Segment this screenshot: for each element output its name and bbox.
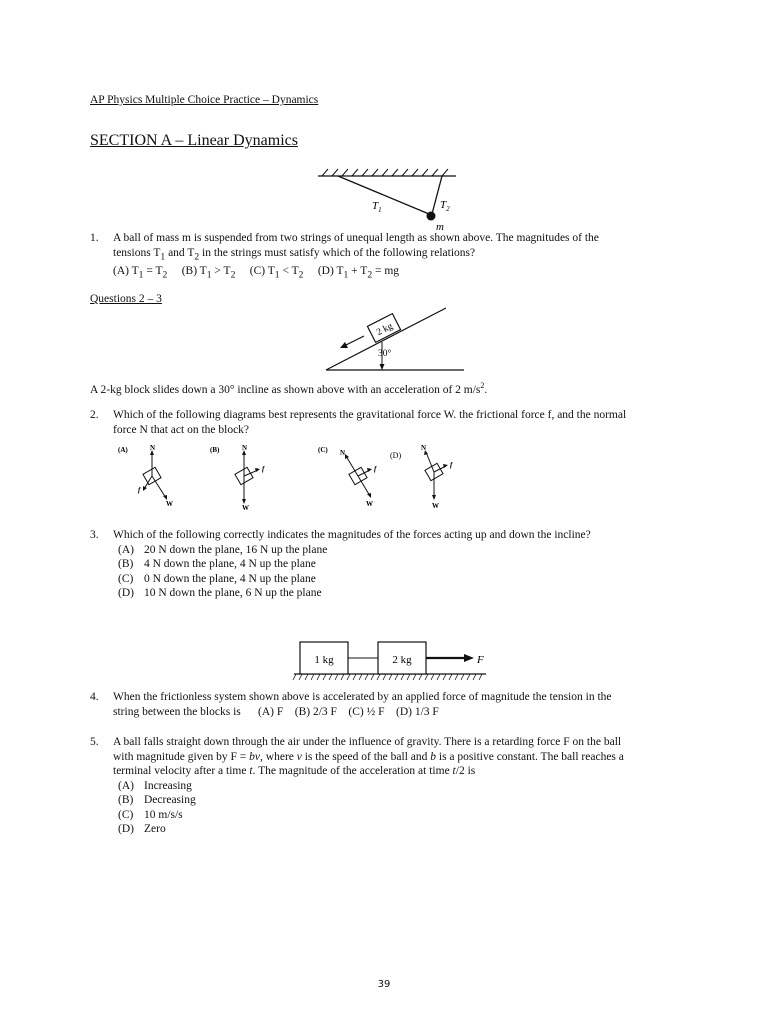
- svg-text:f: f: [138, 486, 141, 494]
- option-b: (B) Decreasing: [118, 794, 196, 806]
- string-t1: [338, 176, 429, 214]
- diagram-a: [118, 444, 173, 508]
- svg-text:f: f: [450, 461, 453, 469]
- question-5-text-line2: with magnitude given by F = bv, where v is the speed of the ball and b is a positive constant. The ball reaches a: [113, 750, 624, 763]
- option-c: (C) 10 m/s/s: [118, 808, 183, 821]
- choice-d: (D) $T_1 + T_2$ = mg: [317, 265, 400, 281]
- diagram-c: [318, 446, 377, 508]
- question-number: 5.: [90, 736, 99, 748]
- question-4-text: When the frictionless system shown above is accelerated by an applied force of magnitude the tension in the: [113, 691, 612, 703]
- figure-incline: [318, 306, 468, 372]
- svg-text:1 kg: 1 kg: [314, 654, 334, 666]
- svg-text:W: W: [366, 500, 373, 508]
- svg-text:f: f: [262, 465, 265, 473]
- figure-two-blocks: [290, 636, 490, 686]
- svg-text:2 kg: 2 kg: [375, 321, 395, 339]
- question-3-text: Which of the following correctly indicates the magnitudes of the forces acting up and down the incline?: [113, 529, 591, 541]
- choice-c: (C) $T_1 < T_2$: [249, 265, 304, 281]
- svg-text:m: m: [436, 221, 444, 232]
- svg-text:(B): (B): [210, 446, 220, 454]
- svg-text:W: W: [432, 502, 439, 510]
- figure-hanging-ball: [312, 168, 462, 232]
- incline-description: A 2-kg block slides down a 30° incline as shown above with an acceleration of 2 $m/s^2$.: [90, 381, 488, 396]
- question-1-choices: [113, 264, 690, 283]
- ball: [427, 212, 436, 221]
- section-title: SECTION A – Linear Dynamics: [90, 132, 298, 149]
- option-d: (D) Zero: [118, 823, 166, 835]
- block-2kg: [367, 314, 400, 343]
- question-3: [90, 528, 690, 601]
- svg-text:(C): (C): [318, 446, 328, 454]
- question-1-text-line2: tensions $T_1$ and $T_2$ in the strings must satisfy which of the following relations?: [113, 246, 476, 262]
- svg-text:f: f: [374, 465, 377, 473]
- svg-text:2 kg: 2 kg: [392, 654, 412, 666]
- question-5-text-line3: terminal velocity after a time t. The magnitude of the acceleration at time t/2 is: [113, 765, 476, 777]
- question-group-label: Questions 2 – 3: [90, 293, 162, 305]
- question-2-text-line2: force N that act on the block?: [113, 423, 250, 436]
- svg-text:T2: $T_2$: [440, 199, 450, 213]
- svg-text:(A): (A): [118, 446, 128, 454]
- option-a: (A) 20 N down the plane, 16 N up the plane: [118, 543, 328, 556]
- page-number: 39: [377, 979, 391, 990]
- diagram-b: [210, 444, 265, 510]
- question-5-text: A ball falls straight down through the air under the influence of gravity. There is a retarding force F on the ball: [113, 736, 622, 748]
- svg-text:W: W: [166, 500, 173, 508]
- svg-text:N: N: [150, 444, 156, 452]
- option-d: (D) 10 N down the plane, 6 N up the plane: [118, 587, 322, 599]
- question-number: 3.: [90, 529, 99, 541]
- question-number: 2.: [90, 409, 99, 421]
- svg-text:W: W: [242, 504, 249, 510]
- option-c: (C) 0 N down the plane, 4 N up the plane: [118, 572, 316, 585]
- diagram-d: [390, 444, 453, 510]
- svg-text:(D): (D): [390, 451, 402, 460]
- choice-b: (B) $T_1 > T_2$: [181, 265, 236, 281]
- question-4-choices: string between the blocks is (A) F (B) 2/3 F (C) ½ F (D) 1/3 F: [113, 705, 439, 718]
- question-1: [90, 231, 690, 283]
- question-number: 4.: [90, 691, 99, 703]
- question-2: [90, 408, 690, 437]
- svg-text:N: N: [340, 449, 346, 457]
- question-1-text: A ball of mass m is suspended from two strings of unequal length as shown above. The magnitudes of the: [113, 232, 599, 244]
- svg-text:N: N: [421, 444, 427, 452]
- question-4: [90, 690, 690, 719]
- svg-text:F: F: [477, 654, 484, 666]
- question-number: 1.: [90, 232, 99, 244]
- option-a: (A) Increasing: [118, 779, 192, 792]
- choice-a: (A) $T_1 = T_2$: [113, 265, 168, 281]
- question-2-text: Which of the following diagrams best represents the gravitational force W. the frictional force f, and the normal: [113, 409, 627, 421]
- svg-text:30°: 30°: [378, 349, 392, 359]
- question-5: [90, 735, 690, 837]
- document-title: AP Physics Multiple Choice Practice – Dynamics: [90, 94, 319, 106]
- option-b: (B) 4 N down the plane, 4 N up the plane: [118, 558, 316, 570]
- svg-text:N: N: [242, 444, 248, 452]
- svg-text:T1: $T_1$: [372, 200, 382, 214]
- free-body-diagrams: [112, 440, 472, 510]
